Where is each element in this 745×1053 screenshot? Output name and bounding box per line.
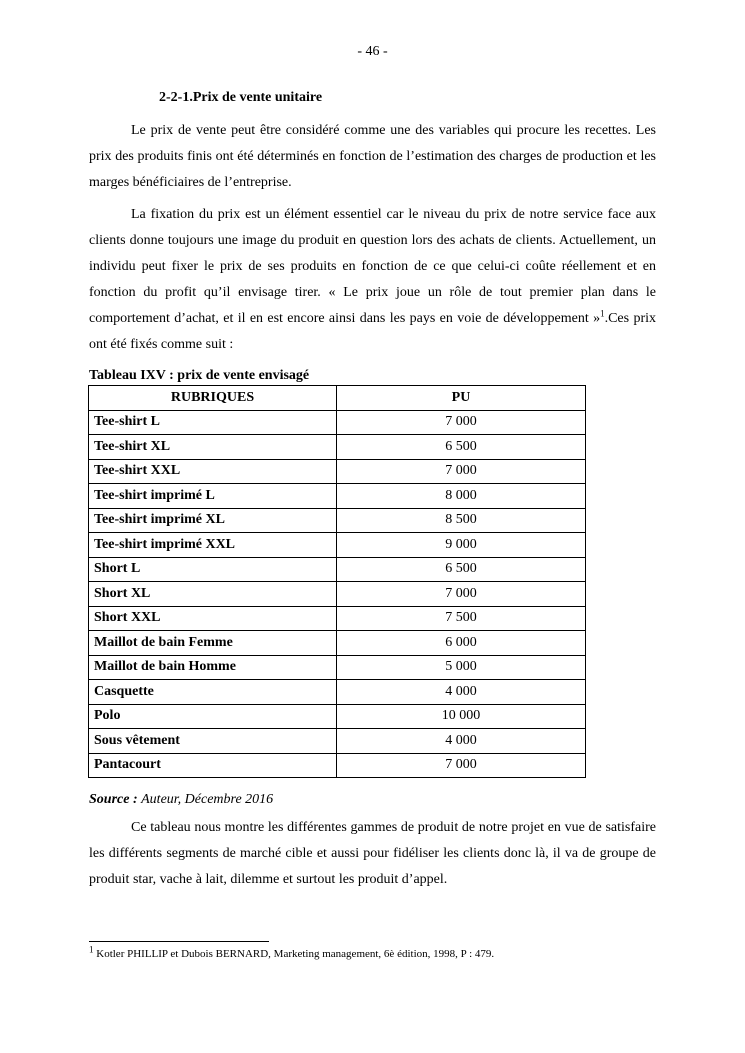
table-row xyxy=(89,680,586,705)
price-table xyxy=(88,385,586,778)
unit-price-cell: 7 000 xyxy=(337,582,586,607)
table-row xyxy=(89,704,586,729)
product-name-cell: Tee-shirt XXL xyxy=(89,459,337,484)
table-row xyxy=(89,410,586,435)
unit-price-cell: 7 500 xyxy=(337,606,586,631)
table-row xyxy=(89,533,586,558)
paragraph-conclusion xyxy=(89,815,656,893)
source-value: Auteur, Décembre 2016 xyxy=(141,792,274,807)
unit-price-cell: 6 000 xyxy=(337,631,586,656)
paragraph-intro xyxy=(89,118,656,196)
product-name-cell: Sous vêtement xyxy=(89,729,337,754)
table-row xyxy=(89,606,586,631)
product-name-cell: Short XL xyxy=(89,582,337,607)
product-name-cell: Pantacourt xyxy=(89,753,337,778)
footnote-number: 1 xyxy=(89,944,94,955)
unit-price-cell: 7 000 xyxy=(337,753,586,778)
unit-price-cell: 9 000 xyxy=(337,533,586,558)
table-row xyxy=(89,459,586,484)
table-header-row xyxy=(89,386,586,411)
table-body xyxy=(89,410,586,778)
table-source xyxy=(89,792,273,808)
product-name-cell: Polo xyxy=(89,704,337,729)
header-rubriques: RUBRIQUES xyxy=(89,386,337,411)
table-row xyxy=(89,557,586,582)
product-name-cell: Short XXL xyxy=(89,606,337,631)
table-row xyxy=(89,508,586,533)
product-name-cell: Maillot de bain Homme xyxy=(89,655,337,680)
table-row xyxy=(89,753,586,778)
footnote-text: Kotler PHILLIP et Dubois BERNARD, Marketing management, 6è édition, 1998, P : 479. xyxy=(96,948,495,960)
unit-price-cell: 10 000 xyxy=(337,704,586,729)
unit-price-cell: 8 500 xyxy=(337,508,586,533)
paragraph-pricing-text: La fixation du prix est un élément essentiel car le niveau du prix de notre service face aux clients donne toujours une image du produit en question lors des achats de clients. Actuellement, un individu peut fixer le prix de ses produits en fonction de ce que celui-ci coûte réellement et en fonction du profit qu’il envisage tirer. « Le prix joue un rôle de tout premier plan dans le comportement d’achat, et il en est encore ainsi dans les pays en voie de développement » xyxy=(89,207,656,326)
unit-price-cell: 6 500 xyxy=(337,435,586,460)
unit-price-cell: 7 000 xyxy=(337,410,586,435)
page-number: - 46 - xyxy=(357,44,388,59)
header-pu: PU xyxy=(337,386,586,411)
unit-price-cell: 6 500 xyxy=(337,557,586,582)
table-row xyxy=(89,631,586,656)
product-name-cell: Tee-shirt XL xyxy=(89,435,337,460)
unit-price-cell: 7 000 xyxy=(337,459,586,484)
footnote-divider xyxy=(89,941,269,942)
table-row xyxy=(89,484,586,509)
unit-price-cell: 8 000 xyxy=(337,484,586,509)
table-row xyxy=(89,582,586,607)
product-name-cell: Tee-shirt imprimé L xyxy=(89,484,337,509)
unit-price-cell: 4 000 xyxy=(337,680,586,705)
product-name-cell: Tee-shirt L xyxy=(89,410,337,435)
table-caption: Tableau IXV : prix de vente envisagé xyxy=(89,368,310,383)
paragraph-pricing xyxy=(89,202,656,358)
unit-price-cell: 4 000 xyxy=(337,729,586,754)
product-name-cell: Casquette xyxy=(89,680,337,705)
table-row xyxy=(89,655,586,680)
footnote xyxy=(89,944,495,960)
paragraph-pricing-end: .Ces prix ont été fixés comme suit : xyxy=(89,311,656,352)
footnote-reference: 1 xyxy=(600,308,605,319)
product-name-cell: Tee-shirt imprimé XXL xyxy=(89,533,337,558)
paragraph-intro-text: Le prix de vente peut être considéré comme une des variables qui procure les recettes. Les prix des produits finis ont été déterminés en fonction de l’estimation des charges de production et les marges bénéficiaires de l’entreprise. xyxy=(89,123,656,190)
unit-price-cell: 5 000 xyxy=(337,655,586,680)
source-label: Source : xyxy=(89,792,138,807)
section-title: 2-2-1.Prix de vente unitaire xyxy=(159,90,323,105)
product-name-cell: Tee-shirt imprimé XL xyxy=(89,508,337,533)
product-name-cell: Short L xyxy=(89,557,337,582)
table-row xyxy=(89,435,586,460)
paragraph-conclusion-text: Ce tableau nous montre les différentes gammes de produit de notre projet en vue de satisfaire les différents segments de marché cible et aussi pour fidéliser les clients donc là, il va de groupe de produit star, vache à lait, dilemme et surtout les produit d’appel. xyxy=(89,820,656,887)
table-row xyxy=(89,729,586,754)
product-name-cell: Maillot de bain Femme xyxy=(89,631,337,656)
